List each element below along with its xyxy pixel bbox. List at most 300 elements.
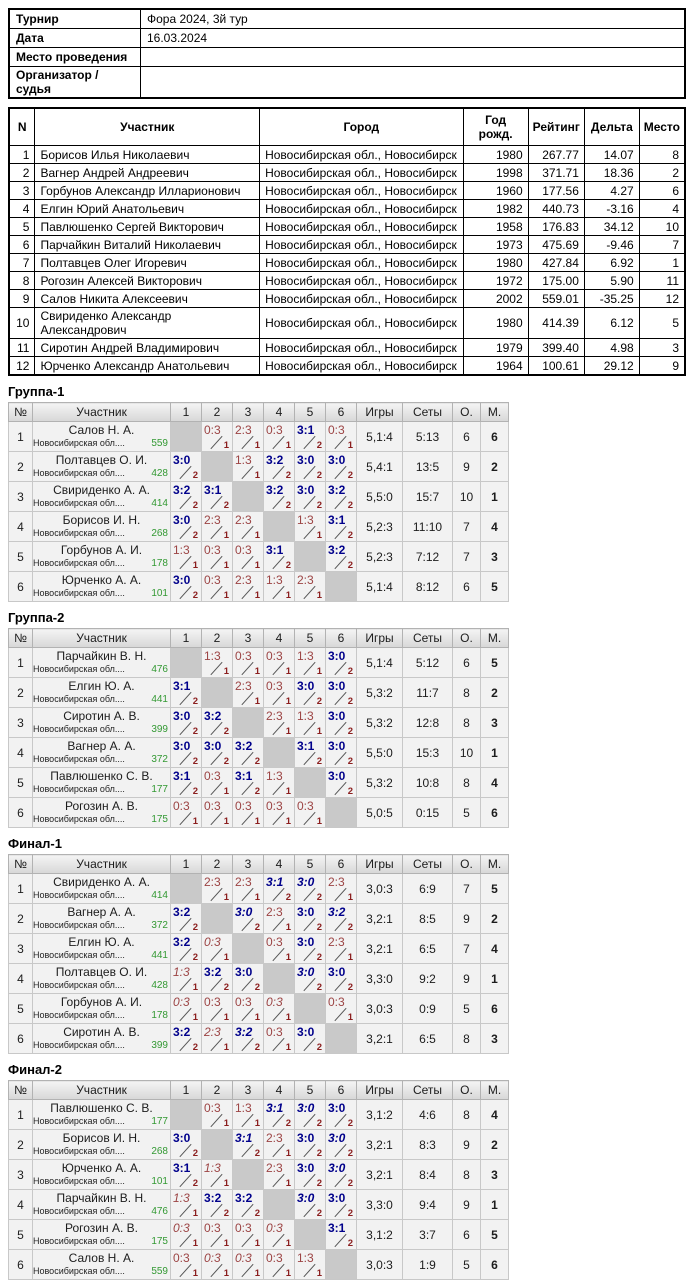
participant-cell: Борисов Илья Николаевич (35, 146, 260, 164)
participant-cell: 1 (9, 146, 35, 164)
match-points: 2 (192, 696, 198, 707)
participant-row (9, 254, 685, 272)
group-row (9, 512, 509, 542)
games-cell: 3,1:2 (357, 1100, 403, 1130)
participant-cell: 6.12 (584, 308, 639, 339)
place-cell: 3 (481, 1024, 509, 1054)
player-rating: 372 (151, 754, 168, 765)
match-points: 1 (192, 1238, 198, 1249)
points-cell: 6 (453, 572, 481, 602)
participant-cell: 3 (639, 339, 685, 357)
games-cell: 5,3:2 (357, 708, 403, 738)
group-header-cell: М. (481, 403, 509, 422)
match-points: 1 (192, 1268, 198, 1279)
participant-cell: 34.12 (584, 218, 639, 236)
match-score: 0:3 (204, 769, 221, 783)
match-cell (233, 1130, 264, 1160)
match-cell (326, 798, 357, 828)
participant-cell: 1958 (463, 218, 528, 236)
match-score: 3:0 (328, 1191, 346, 1205)
match-score: 3:0 (297, 935, 315, 949)
match-points: 2 (316, 1042, 322, 1053)
player-cell (33, 798, 171, 828)
info-label: Организатор / судья (9, 67, 141, 99)
place-cell: 1 (481, 964, 509, 994)
match-points: 2 (347, 1118, 353, 1129)
match-cell (202, 798, 233, 828)
slash-line-icon (241, 1038, 253, 1051)
slash-line-icon (334, 782, 346, 795)
match-cell (295, 708, 326, 738)
row-number: 5 (9, 1220, 33, 1250)
row-number: 6 (9, 798, 33, 828)
participant-row (9, 290, 685, 308)
points-cell: 9 (453, 964, 481, 994)
player-region: Новосибирская обл.... (33, 1236, 125, 1246)
match-points: 1 (316, 666, 322, 677)
group-header-cell: № (9, 403, 33, 422)
match-cell (295, 572, 326, 602)
group-table-head (9, 855, 509, 874)
participant-cell: 100.61 (528, 357, 584, 376)
participants-header-cell: Рейтинг (528, 108, 584, 146)
player-region: Новосибирская обл.... (33, 558, 125, 568)
match-cell (264, 422, 295, 452)
match-cell (326, 1130, 357, 1160)
match-points: 2 (192, 500, 198, 511)
match-cell (171, 964, 202, 994)
match-cell (264, 648, 295, 678)
participant-row (9, 236, 685, 254)
player-rating: 399 (151, 1040, 168, 1051)
participant-cell: 177.56 (528, 182, 584, 200)
match-cell (326, 1024, 357, 1054)
match-cell (233, 542, 264, 572)
group-row (9, 708, 509, 738)
points-cell: 5 (453, 1250, 481, 1280)
match-cell (264, 1250, 295, 1280)
match-score: 0:3 (204, 1101, 221, 1115)
match-points: 1 (285, 440, 291, 451)
match-cell (326, 512, 357, 542)
sets-cell: 7:12 (403, 542, 453, 572)
place-cell: 3 (481, 542, 509, 572)
player-cell (33, 904, 171, 934)
slash-line-icon (272, 1264, 284, 1277)
match-points: 2 (192, 756, 198, 767)
match-points: 2 (285, 560, 291, 571)
match-score: 0:3 (235, 799, 252, 813)
player-cell (33, 1190, 171, 1220)
participant-cell: Свириденко Александр Александрович (35, 308, 260, 339)
slash-line-icon (334, 556, 346, 569)
participant-cell: Новосибирская обл., Новосибирск (260, 200, 464, 218)
place-cell: 1 (481, 1190, 509, 1220)
player-cell (33, 708, 171, 738)
match-points: 1 (254, 696, 260, 707)
group-header-cell: Участник (33, 1081, 171, 1100)
sets-cell: 8:3 (403, 1130, 453, 1160)
match-cell (233, 994, 264, 1024)
games-cell: 3,2:1 (357, 904, 403, 934)
match-points: 1 (254, 1012, 260, 1023)
player-region: Новосибирская обл.... (33, 950, 125, 960)
group-row (9, 1250, 509, 1280)
slash-line-icon (241, 556, 253, 569)
points-cell: 6 (453, 648, 481, 678)
group-section (8, 836, 686, 1054)
participant-cell: 1972 (463, 272, 528, 290)
player-rating: 372 (151, 920, 168, 931)
participant-cell: Новосибирская обл., Новосибирск (260, 357, 464, 376)
match-cell (326, 1250, 357, 1280)
group-header-cell: О. (453, 1081, 481, 1100)
player-cell (33, 1250, 171, 1280)
group-header-cell: 4 (264, 403, 295, 422)
match-score: 1:3 (173, 965, 190, 979)
group-header-cell: 6 (326, 403, 357, 422)
match-cell (171, 1190, 202, 1220)
group-header-cell: № (9, 629, 33, 648)
slash-line-icon (272, 1008, 284, 1021)
player-cell (33, 768, 171, 798)
match-points: 2 (347, 696, 353, 707)
match-cell (233, 768, 264, 798)
match-score: 0:3 (204, 935, 221, 949)
match-cell (202, 422, 233, 452)
player-region: Новосибирская обл.... (33, 724, 125, 734)
info-value: Фора 2024, 3й тур (141, 9, 686, 29)
match-points: 2 (254, 1042, 260, 1053)
slash-line-icon (334, 1234, 346, 1247)
participant-cell: 2 (639, 164, 685, 182)
player-region: Новосибирская обл.... (33, 814, 125, 824)
match-points: 1 (254, 816, 260, 827)
participant-cell: Вагнер Андрей Андреевич (35, 164, 260, 182)
player-rating: 476 (151, 664, 168, 675)
match-points: 2 (254, 1208, 260, 1219)
match-score: 0:3 (235, 649, 252, 663)
match-score: 3:0 (173, 453, 191, 467)
match-cell (295, 768, 326, 798)
participants-header-row (9, 108, 685, 146)
sets-cell: 8:4 (403, 1160, 453, 1190)
match-score: 2:3 (266, 905, 283, 919)
games-cell: 5,1:4 (357, 572, 403, 602)
slash-line-icon (179, 782, 191, 795)
match-score: 3:1 (235, 769, 253, 783)
match-points: 1 (285, 816, 291, 827)
player-region: Новосибирская обл.... (33, 1176, 125, 1186)
match-cell (202, 648, 233, 678)
match-points: 1 (254, 1238, 260, 1249)
slash-line-icon (241, 1204, 253, 1217)
games-cell: 3,0:3 (357, 874, 403, 904)
group-row (9, 874, 509, 904)
participants-header-cell: Участник (35, 108, 260, 146)
match-cell (326, 1190, 357, 1220)
match-points: 2 (316, 1118, 322, 1129)
sets-cell: 6:9 (403, 874, 453, 904)
participants-header-cell: N (9, 108, 35, 146)
participant-cell: 1980 (463, 308, 528, 339)
match-cell (264, 482, 295, 512)
player-name: Салов Н. А. (68, 1251, 135, 1265)
match-score: 1:3 (235, 453, 252, 467)
games-cell: 5,1:4 (357, 422, 403, 452)
player-name: Павлюшенко С. В. (50, 769, 153, 783)
match-points: 2 (347, 756, 353, 767)
games-cell: 5,1:4 (357, 648, 403, 678)
participant-cell: 6 (639, 182, 685, 200)
group-header-cell: 1 (171, 1081, 202, 1100)
match-points: 1 (254, 666, 260, 677)
player-region: Новосибирская обл.... (33, 920, 125, 930)
match-cell (233, 422, 264, 452)
group-header-row (9, 629, 509, 648)
match-score: 3:0 (328, 1101, 346, 1115)
match-cell (264, 1190, 295, 1220)
match-cell (202, 1100, 233, 1130)
participant-row (9, 200, 685, 218)
match-score: 2:3 (235, 573, 252, 587)
match-cell (171, 542, 202, 572)
match-score: 0:3 (173, 1221, 190, 1235)
match-score: 2:3 (266, 1161, 283, 1175)
games-cell: 5,5:0 (357, 738, 403, 768)
slash-line-icon (179, 752, 191, 765)
row-number: 3 (9, 934, 33, 964)
player-rating: 559 (151, 1266, 168, 1277)
row-number: 2 (9, 904, 33, 934)
match-cell (295, 994, 326, 1024)
participant-cell: Новосибирская обл., Новосибирск (260, 164, 464, 182)
participant-cell: Горбунов Александр Илларионович (35, 182, 260, 200)
sets-cell: 6:5 (403, 1024, 453, 1054)
player-name: Павлюшенко С. В. (50, 1101, 153, 1115)
games-cell: 5,5:0 (357, 482, 403, 512)
place-cell: 2 (481, 678, 509, 708)
participant-cell: 267.77 (528, 146, 584, 164)
slash-line-icon (210, 1204, 222, 1217)
match-cell (233, 738, 264, 768)
match-points: 1 (254, 590, 260, 601)
match-cell (295, 482, 326, 512)
games-cell: 3,2:1 (357, 934, 403, 964)
group-header-cell: 2 (202, 629, 233, 648)
match-score: 3:2 (328, 543, 346, 557)
match-cell (171, 452, 202, 482)
match-points: 2 (347, 726, 353, 737)
match-cell (171, 648, 202, 678)
participant-cell: 2 (9, 164, 35, 182)
slash-line-icon (334, 692, 346, 705)
slash-line-icon (210, 496, 222, 509)
points-cell: 8 (453, 768, 481, 798)
match-score: 2:3 (235, 513, 252, 527)
games-cell: 5,0:5 (357, 798, 403, 828)
match-points: 2 (316, 440, 322, 451)
match-cell (202, 964, 233, 994)
participants-table (8, 107, 686, 376)
groups-container (8, 384, 686, 1280)
match-points: 2 (347, 1238, 353, 1249)
participant-cell: 5 (639, 308, 685, 339)
slash-line-icon (334, 526, 346, 539)
match-cell (202, 512, 233, 542)
match-cell (233, 648, 264, 678)
slash-line-icon (210, 1008, 222, 1021)
slash-line-icon (334, 752, 346, 765)
slash-line-icon (241, 466, 253, 479)
match-cell (171, 1100, 202, 1130)
match-score: 3:0 (297, 965, 315, 979)
slash-line-icon (334, 948, 346, 961)
match-score: 2:3 (204, 1025, 221, 1039)
player-region: Новосибирская обл.... (33, 588, 125, 598)
sets-cell: 8:5 (403, 904, 453, 934)
participant-cell: 9 (9, 290, 35, 308)
slash-line-icon (334, 978, 346, 991)
match-points: 1 (316, 530, 322, 541)
participant-cell: 4.98 (584, 339, 639, 357)
slash-line-icon (210, 1264, 222, 1277)
match-cell (202, 1190, 233, 1220)
group-header-cell: 5 (295, 403, 326, 422)
group-header-cell: О. (453, 855, 481, 874)
participant-cell: 7 (639, 236, 685, 254)
info-label: Место проведения (9, 48, 141, 67)
participant-cell: 5.90 (584, 272, 639, 290)
participant-cell: Рогозин Алексей Викторович (35, 272, 260, 290)
player-cell (33, 934, 171, 964)
participant-cell: Новосибирская обл., Новосибирск (260, 254, 464, 272)
points-cell: 9 (453, 904, 481, 934)
group-header-cell: 1 (171, 855, 202, 874)
group-header-cell: 3 (233, 855, 264, 874)
match-score: 3:0 (297, 1191, 315, 1205)
match-cell (171, 572, 202, 602)
group-header-cell: Сеты (403, 1081, 453, 1100)
player-rating: 178 (151, 1010, 168, 1021)
match-points: 1 (223, 1268, 229, 1279)
match-score: 3:1 (204, 483, 222, 497)
group-row (9, 648, 509, 678)
player-cell (33, 964, 171, 994)
match-points: 2 (347, 786, 353, 797)
group-table-body (9, 422, 509, 602)
match-score: 2:3 (328, 935, 345, 949)
match-score: 0:3 (235, 1251, 252, 1265)
sets-cell: 15:7 (403, 482, 453, 512)
match-score: 1:3 (266, 769, 283, 783)
match-points: 2 (192, 1178, 198, 1189)
match-score: 0:3 (204, 1221, 221, 1235)
participant-cell: 4 (639, 200, 685, 218)
match-cell (295, 452, 326, 482)
match-cell (202, 738, 233, 768)
match-score: 3:2 (235, 739, 253, 753)
match-score: 1:3 (297, 649, 314, 663)
info-value: 16.03.2024 (141, 29, 686, 48)
group-row (9, 572, 509, 602)
player-region: Новосибирская обл.... (33, 890, 125, 900)
player-rating: 428 (151, 468, 168, 479)
match-cell (295, 904, 326, 934)
slash-line-icon (334, 1174, 346, 1187)
games-cell: 5,2:3 (357, 512, 403, 542)
match-score: 3:1 (235, 1131, 253, 1145)
match-score: 0:3 (266, 995, 283, 1009)
row-number: 4 (9, 1190, 33, 1220)
group-title: Группа-2 (8, 610, 65, 625)
match-points: 2 (316, 892, 322, 903)
group-header-cell: Участник (33, 629, 171, 648)
player-cell (33, 1220, 171, 1250)
row-number: 4 (9, 512, 33, 542)
player-rating: 177 (151, 1116, 168, 1127)
slash-line-icon (179, 496, 191, 509)
match-points: 1 (285, 1268, 291, 1279)
row-number: 1 (9, 422, 33, 452)
slash-line-icon (210, 1038, 222, 1051)
match-score: 0:3 (173, 1251, 190, 1265)
player-rating: 175 (151, 1236, 168, 1247)
match-score: 1:3 (266, 573, 283, 587)
player-cell (33, 452, 171, 482)
match-cell (233, 572, 264, 602)
points-cell: 8 (453, 678, 481, 708)
group-header-cell: 2 (202, 403, 233, 422)
match-points: 2 (285, 470, 291, 481)
sets-cell: 1:9 (403, 1250, 453, 1280)
slash-line-icon (303, 496, 315, 509)
player-rating: 268 (151, 1146, 168, 1157)
points-cell: 6 (453, 422, 481, 452)
match-points: 1 (192, 816, 198, 827)
match-cell (233, 1024, 264, 1054)
group-header-row (9, 855, 509, 874)
match-score: 1:3 (297, 709, 314, 723)
slash-line-icon (272, 918, 284, 931)
match-cell (326, 994, 357, 1024)
group-header-cell: Сеты (403, 629, 453, 648)
match-points: 2 (316, 696, 322, 707)
group-table (8, 402, 509, 602)
slash-line-icon (334, 466, 346, 479)
points-cell: 8 (453, 1100, 481, 1130)
games-cell: 3,3:0 (357, 964, 403, 994)
group-header-cell: 6 (326, 629, 357, 648)
slash-line-icon (272, 466, 284, 479)
match-cell (202, 572, 233, 602)
player-cell (33, 422, 171, 452)
place-cell: 6 (481, 798, 509, 828)
slash-line-icon (241, 1264, 253, 1277)
slash-line-icon (210, 1114, 222, 1127)
slash-line-icon (334, 1114, 346, 1127)
player-name: Свириденко А. А. (53, 483, 150, 497)
info-label: Дата (9, 29, 141, 48)
match-score: 0:3 (266, 1025, 283, 1039)
group-header-cell: 6 (326, 1081, 357, 1100)
slash-line-icon (241, 978, 253, 991)
participant-cell: 12 (9, 357, 35, 376)
match-points: 2 (254, 786, 260, 797)
participants-header-cell: Место (639, 108, 685, 146)
group-table (8, 854, 509, 1054)
games-cell: 5,3:2 (357, 678, 403, 708)
